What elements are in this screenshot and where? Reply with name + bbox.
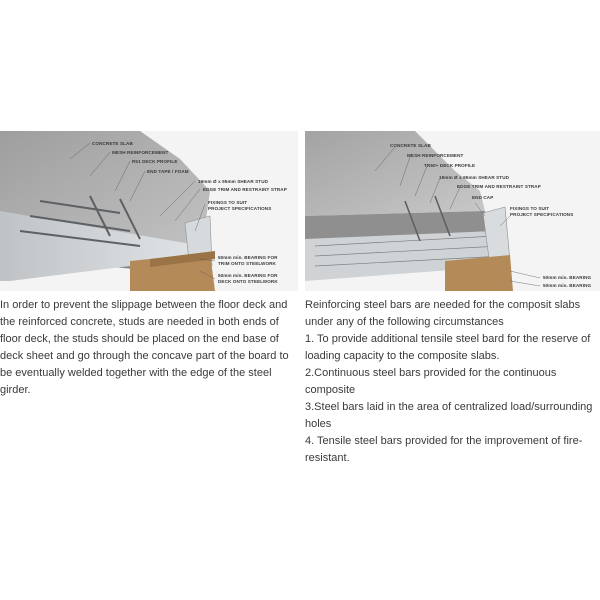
callout-end-tape: END TAPE / FOAM [147, 169, 189, 174]
right-intro-text: Reinforcing steel bars are needed for the composit slabs under any of the following circumstances [305, 299, 581, 328]
callout-project-spec-right: PROJECT SPECIFICATIONS [510, 212, 574, 217]
callout-project-spec: PROJECT SPECIFICATIONS [208, 206, 272, 211]
callout-concrete-slab-right: CONCRETE SLAB [390, 143, 431, 148]
callout-mesh-reinforcement-right: MESH REINFORCEMENT [407, 153, 464, 158]
right-item-4: 4. Tensile steel bars provided for the improvement of fire-resistant. [305, 435, 583, 464]
callout-shear-stud: 19mm Ø x 95mm SHEAR STUD [198, 179, 269, 184]
callout-fixings: FIXINGS TO SUIT [208, 200, 248, 205]
right-item-3: 3.Steel bars laid in the area of centralized load/surrounding holes [305, 401, 593, 430]
callout-fixings-right: FIXINGS TO SUIT [510, 206, 550, 211]
slab-illustration-left [0, 131, 298, 291]
callout-shear-stud-right: 19mm Ø x 95mm SHEAR STUD [439, 175, 510, 180]
callout-bearing-deck-1: 50mm min. BEARING FOR [218, 273, 278, 278]
right-item-1: 1. To provide additional tensile steel bard for the reserve of loading capacity to the composite slabs. [305, 333, 591, 362]
callout-bearing-right-2: 50mm min. BEARING [543, 283, 592, 288]
callout-concrete-slab: CONCRETE SLAB [92, 141, 133, 146]
callout-end-cap-right: END CAP [472, 195, 494, 200]
left-paragraph: In order to prevent the slippage between the floor deck and the reinforced concrete, studs are needed in both ends of floor deck, the studs should be placed on the end base of deck sheet and go through the concave part of the board to be eventually welded together with the edge of the steel girder. [0, 299, 289, 396]
left-panel [0, 131, 298, 399]
callout-bearing-right-1: 50mm min. BEARING [543, 275, 592, 280]
callout-bearing-deck-2: DECK ONTO STEELWORK [218, 279, 278, 284]
steel-girder-shape-right [445, 255, 513, 291]
callout-deck-profile: R51 DECK PROFILE [132, 159, 178, 164]
callout-deck-profile-right: TR60+ DECK PROFILE [424, 163, 476, 168]
callout-bearing-trim-2: TRIM ONTO STEELWORK [218, 261, 276, 266]
callout-edge-trim: EDGE TRIM AND RESTRAINT STRAP [203, 187, 287, 192]
callout-edge-trim-right: EDGE TRIM AND RESTRAINT STRAP [457, 184, 541, 189]
composite-slab-diagram-right [305, 131, 600, 291]
right-item-2: 2.Continuous steel bars provided for the continuous composite [305, 367, 557, 396]
right-paragraph [305, 297, 600, 467]
callout-bearing-trim-1: 50mm min. BEARING FOR [218, 255, 278, 260]
right-panel [305, 131, 600, 467]
composite-slab-diagram-left [0, 131, 298, 291]
callout-mesh-reinforcement: MESH REINFORCEMENT [112, 150, 169, 155]
